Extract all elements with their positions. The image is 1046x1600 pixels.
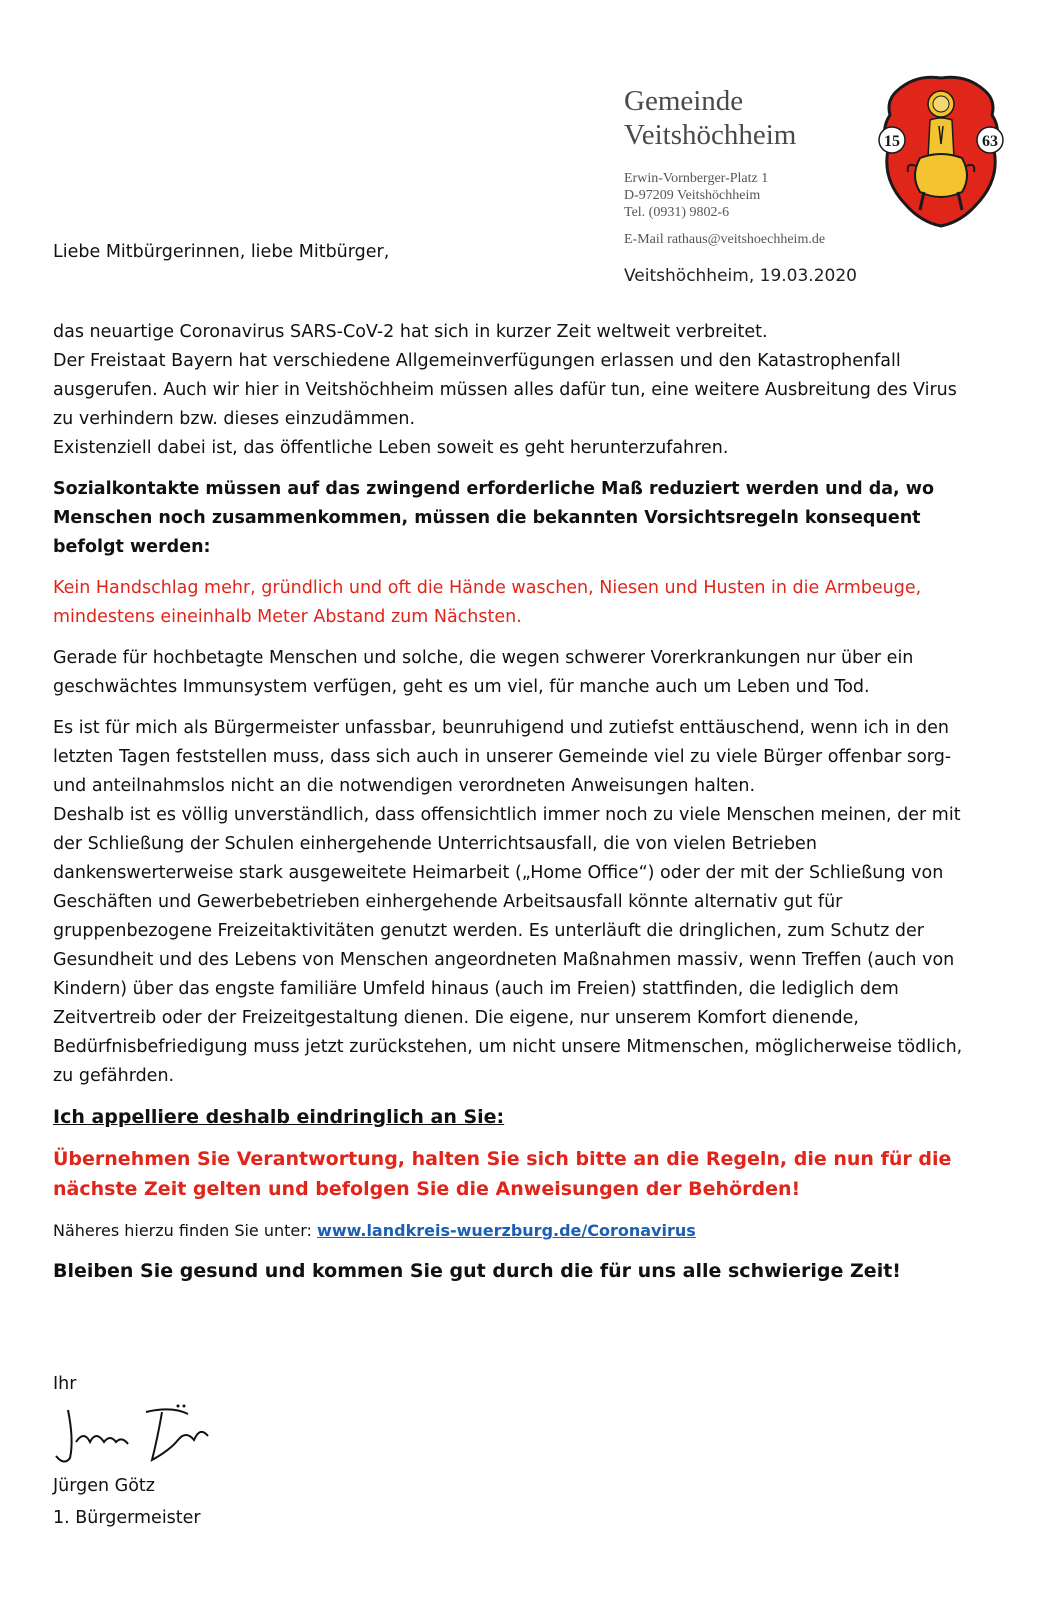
phone-number: Tel. (0931) 9802-6	[624, 205, 730, 220]
explanation-paragraph: Deshalb ist es völlig unverständlich, dass offensichtlich immer noch zu viele Menschen meinen, der mit der Schließung der Schulen einhergehende Unterrichtsausfall, die von vielen Betrieben dankenswerterweise stark ausgeweitete Heimarbeit („Home Office“) oder der mit der Schließung von Geschäften und Gewerbebetrieben einhergehende Arbeitsausfall könnte alternativ gut für gruppenbezogene Freizeitaktivitäten genutzt werden. Es unterläuft die dringlichen, zum Schutz der Gesundheit und des Lebens von Menschen angeordneten Maßnahmen massiv, wenn Treffen (auch von Kindern) über das engste familiäre Umfeld hinaus (auch im Freien) stattfinden, die lediglich dem Zeitvertreib oder der Freizeitgestaltung dienen. Die eigene, nur unserem Komfort dienende, Bedürfnisbefriedigung muss jetzt zurückstehen, um nicht unsere Mitmenschen, möglicherweise tödlich, zu gefährden.	[53, 805, 963, 1086]
mayor-concern-paragraph: Es ist für mich als Bürgermeister unfassbar, beunruhigend und zutiefst enttäuschend, wenn ich in den letzten Tagen feststellen muss, dass sich auch in unserer Gemeinde viel zu viele Bürger offenbar sorg- und anteilnahmslos nicht an die notwendigen verordneten Anweisungen halten.	[53, 718, 952, 796]
letterhead	[624, 84, 884, 248]
intro-paragraph-1: das neuartige Coronavirus SARS-CoV-2 hat sich in kurzer Zeit weltweit verbreitet.	[53, 322, 768, 342]
more-info-link[interactable]: www.landkreis-wuerzburg.de/Coronavirus	[317, 1221, 696, 1240]
more-info-label: Näheres hierzu finden Sie unter:	[53, 1221, 312, 1240]
intro-paragraph-3: Existenziell dabei ist, das öffentliche Leben soweit es geht herunterzufahren.	[53, 438, 729, 458]
social-contacts-paragraph: Sozialkontakte müssen auf das zwingend erforderliche Maß reduziert werden und da, wo Menschen noch zusammenkommen, müssen die bekannten Vorsichtsregeln konsequent befolgt werden:	[53, 479, 934, 557]
address-street: Erwin-Vornberger-Platz 1	[624, 171, 769, 186]
coat-of-arms-icon	[876, 70, 1006, 230]
crest-year-left: 15	[884, 133, 900, 150]
greeting: Liebe Mitbürgerinnen, liebe Mitbürger,	[53, 242, 390, 262]
elderly-paragraph: Gerade für hochbetagte Menschen und solche, die wegen schwerer Vorerkrankungen nur über ein geschwächtes Immunsystem verfügen, geht es um viel, für manche auch um Leben und Tod.	[53, 648, 914, 697]
intro-paragraph-2: Der Freistaat Bayern hat verschiedene Allgemeinverfügungen erlassen und den Katastrophenfall ausgerufen. Auch wir hier in Veitshöchheim müssen alles dafür tun, eine weitere Ausbreitung des Virus zu verhindern bzw. dieses einzudämmen.	[53, 351, 957, 429]
rules-paragraph: Kein Handschlag mehr, gründlich und oft die Hände waschen, Niesen und Husten in die Armbeuge, mindestens eineinhalb Meter Abstand zum Nächsten.	[53, 578, 922, 627]
signer-title: 1. Bürgermeister	[53, 1508, 201, 1528]
municipality-name-line1: Gemeinde	[624, 85, 744, 117]
appeal-heading: Ich appelliere deshalb eindringlich an Sie:	[53, 1106, 505, 1128]
sign-off: Ihr	[53, 1374, 77, 1394]
appeal-text: Übernehmen Sie Verantwortung, halten Sie sich bitte an die Regeln, die nun für die nächste Zeit gelten und befolgen Sie die Anweisungen der Behörden!	[53, 1148, 952, 1200]
crest-year-right: 63	[982, 133, 998, 150]
signer-block	[53, 1470, 201, 1534]
email-address: E-Mail rathaus@veitshoechheim.de	[624, 232, 826, 247]
signer-name: Jürgen Götz	[53, 1476, 155, 1496]
municipality-name-line2: Veitshöchheim	[624, 119, 797, 151]
letter-date: Veitshöchheim, 19.03.2020	[624, 266, 857, 286]
letter-body	[53, 318, 963, 1286]
closing-line: Bleiben Sie gesund und kommen Sie gut durch die für uns alle schwierige Zeit!	[53, 1260, 901, 1282]
address-city: D-97209 Veitshöchheim	[624, 188, 761, 203]
more-info	[53, 1216, 963, 1245]
signature-image	[50, 1400, 220, 1470]
